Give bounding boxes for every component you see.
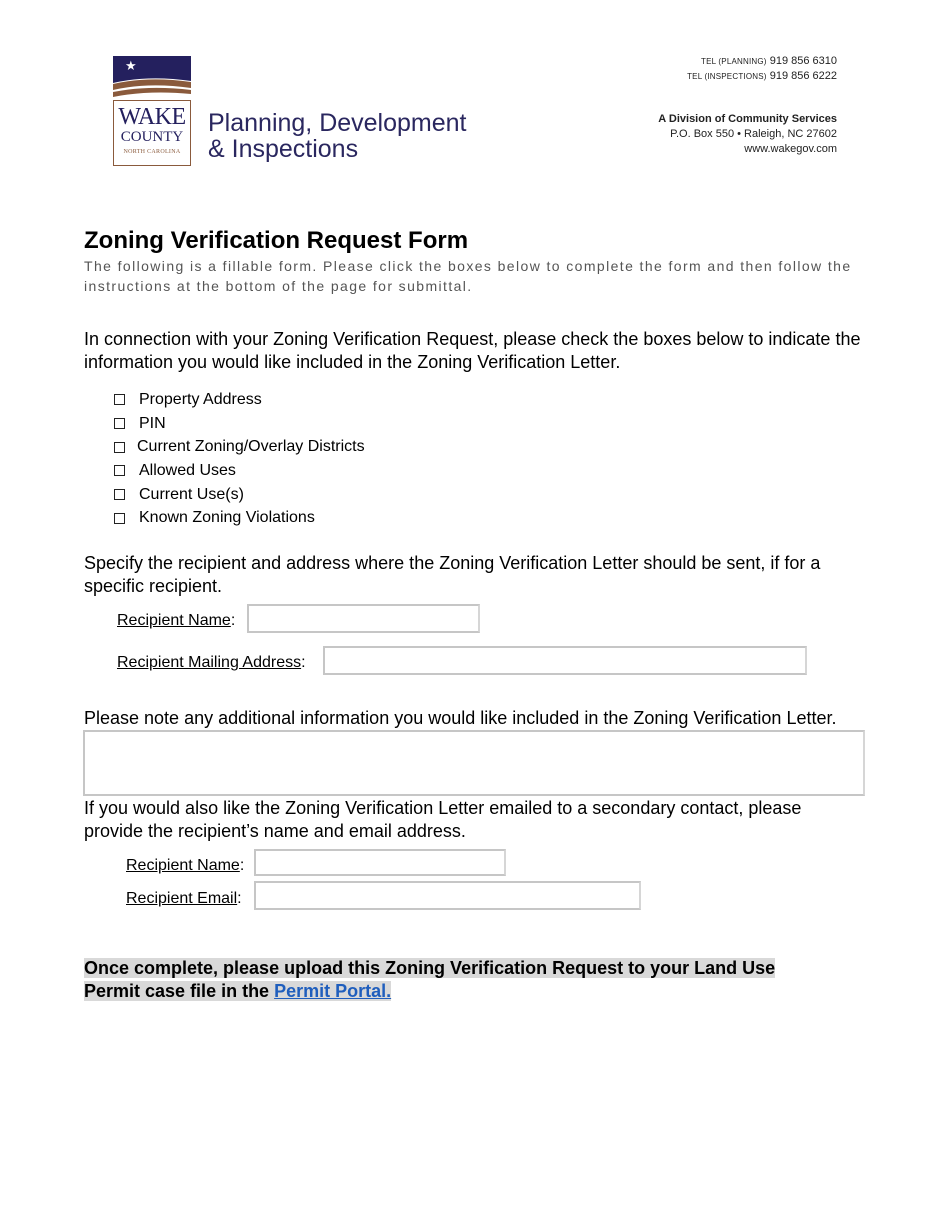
department-line-2: & Inspections (208, 135, 359, 163)
checkbox[interactable] (114, 489, 125, 500)
tel-inspections-label: TEL (INSPECTIONS) (687, 72, 767, 81)
logo-swoosh (113, 78, 191, 100)
colon: : (237, 890, 242, 907)
star-icon: ★ (125, 59, 137, 74)
tel-planning-label: TEL (PLANNING) (701, 57, 767, 66)
tel-inspections (658, 69, 837, 84)
checkbox-label: Property Address (139, 390, 262, 408)
department-name (208, 110, 467, 162)
division-name: A Division of Community Services (658, 113, 837, 125)
checkbox[interactable] (114, 465, 125, 476)
recipient-address-label (117, 653, 306, 673)
permit-portal-link[interactable]: Permit Portal. (274, 981, 392, 1001)
submission-notice-text: Once complete, please upload this Zoning Verification Request to your Land Use Permit case file in the (84, 958, 776, 1001)
secondary-contact-intro: If you would also like the Zoning Verification Letter emailed to a secondary contact, please provide the recipient’s name and email address. (84, 798, 802, 841)
secondary-name-label (126, 856, 244, 876)
checkbox-label: Current Zoning/Overlay Districts (137, 438, 365, 456)
wake-county-logo (113, 56, 191, 166)
recipient-name-input[interactable] (247, 604, 480, 633)
secondary-name-input[interactable] (254, 849, 506, 876)
recipient-address-input[interactable] (323, 646, 807, 675)
colon: : (239, 857, 245, 874)
checkbox-label: Known Zoning Violations (139, 509, 315, 527)
checkbox-label: PIN (139, 414, 166, 432)
checkbox-item-current-use[interactable] (113, 483, 365, 507)
checkbox-label: Allowed Uses (139, 461, 236, 479)
checkbox-item-known-violations[interactable] (113, 506, 365, 530)
tel-planning-number: 919 856 6310 (769, 55, 837, 67)
tel-inspections-number: 919 856 6222 (769, 70, 837, 82)
checkbox[interactable] (114, 418, 125, 429)
colon: : (301, 654, 306, 671)
recipient-intro: Specify the recipient and address where the Zoning Verification Letter should be sent, if for a specific recipient. (84, 553, 821, 596)
checkbox-item-pin[interactable] (113, 412, 365, 436)
secondary-email-label-text: Recipient Email (126, 890, 238, 907)
recipient-address-label-text: Recipient Mailing Address (117, 654, 302, 671)
additional-info-textarea[interactable] (83, 730, 865, 796)
logo-county-text: COUNTY (120, 129, 184, 145)
submission-notice (84, 957, 824, 1003)
colon: : (230, 612, 236, 629)
checkbox-item-allowed-uses[interactable] (113, 459, 365, 483)
logo-state-text: NORTH CAROLINA (123, 149, 181, 155)
info-checkbox-list (113, 388, 365, 530)
page-title: Zoning Verification Request Form (84, 227, 469, 254)
contact-block (658, 54, 837, 157)
checkbox-item-property-address[interactable] (113, 388, 365, 412)
checkbox[interactable] (114, 513, 125, 524)
secondary-email-label (126, 889, 242, 909)
checkbox-intro: In connection with your Zoning Verification Request, please check the boxes below to indicate the information you would like included in the Zoning Verification Letter. (84, 329, 861, 372)
form-instructions: The following is a fillable form. Please click the boxes below to complete the form and then follow the instructions at the bottom of the page for submittal. (84, 258, 852, 294)
department-line-1: Planning, Development (208, 109, 467, 137)
additional-info-label: Please note any additional information you would like included in the Zoning Verification Letter. (84, 708, 837, 728)
checkbox[interactable] (114, 394, 125, 405)
checkbox-item-current-zoning[interactable] (113, 435, 365, 459)
tel-planning (658, 54, 837, 69)
recipient-name-label-text: Recipient Name (117, 612, 231, 629)
checkbox[interactable] (114, 442, 125, 453)
logo-wake-text: WAKE (118, 104, 186, 130)
secondary-email-input[interactable] (254, 881, 641, 910)
logo-wordmark (113, 100, 191, 166)
website: www.wakegov.com (744, 143, 837, 155)
recipient-name-label (117, 611, 235, 631)
checkbox-label: Current Use(s) (139, 485, 244, 503)
postal-address: P.O. Box 550 • Raleigh, NC 27602 (670, 128, 837, 140)
secondary-name-label-text: Recipient Name (126, 857, 240, 874)
